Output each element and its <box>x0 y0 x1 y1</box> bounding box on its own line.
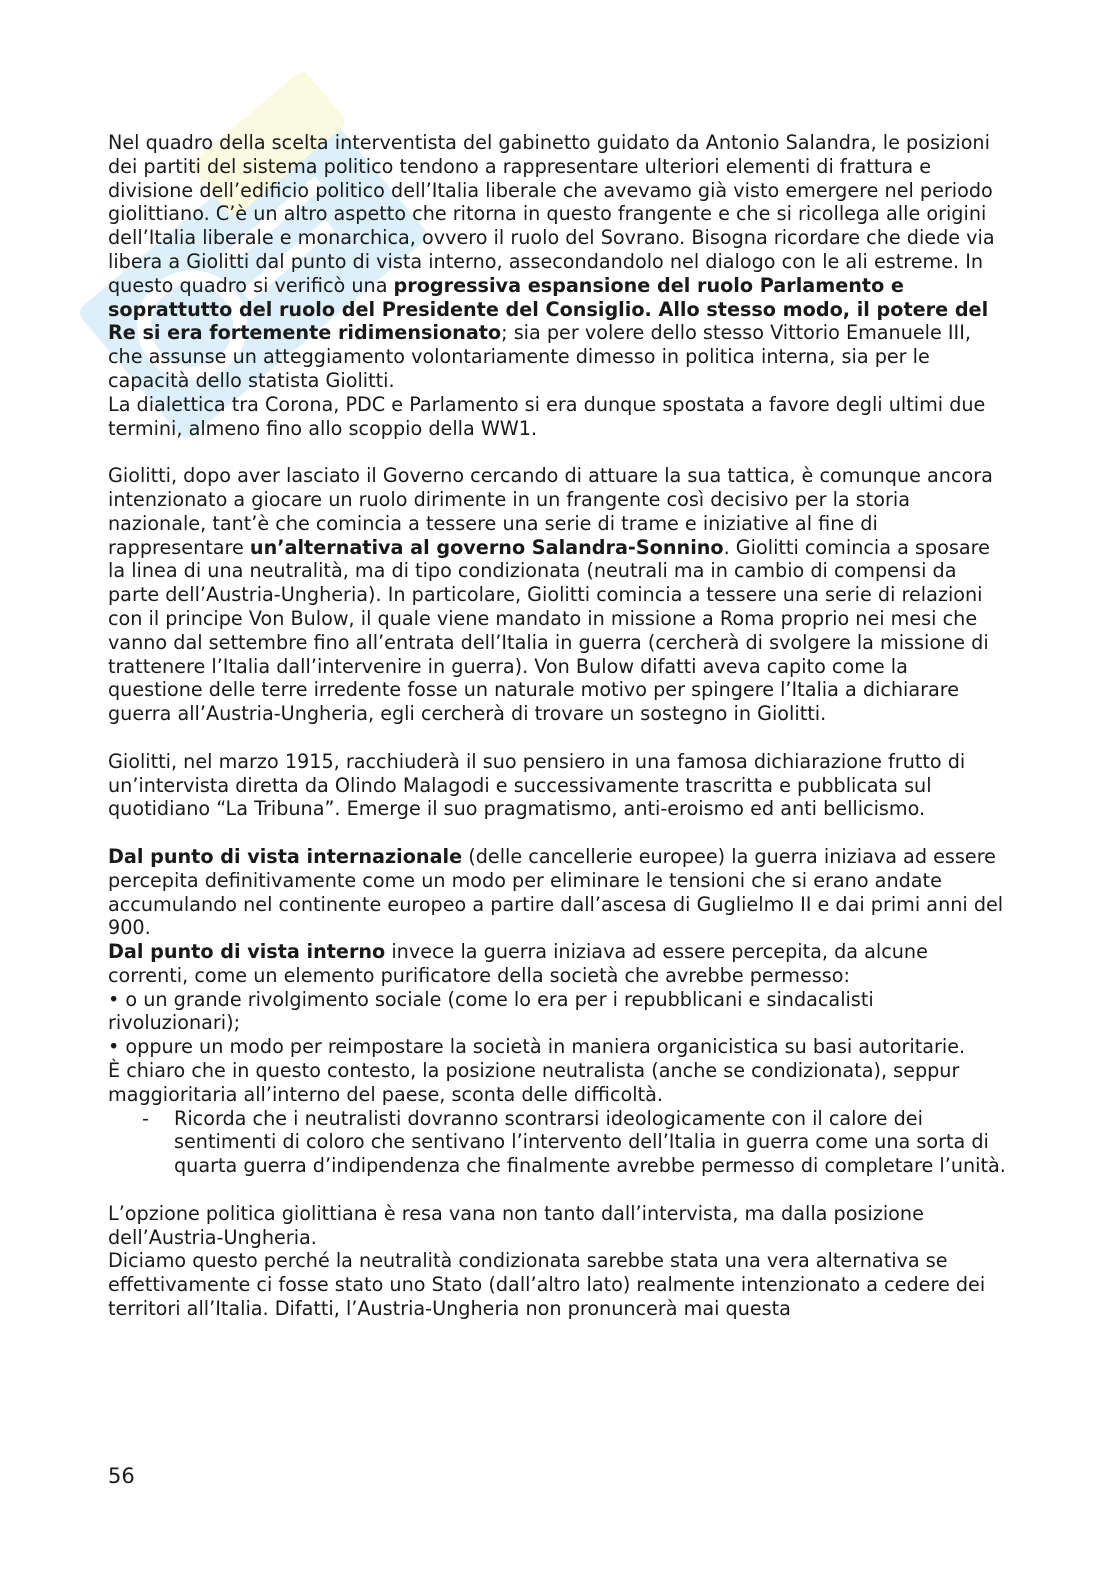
bold-text: Dal punto di vista interno <box>108 940 386 964</box>
dash-list-item: - Ricorda che i neutralisti dovranno scontrarsi ideologicamente con il calore dei sentimenti di coloro che sentivano l’intervento dell’Italia in guerra come una sorta di quarta guerra d’indipendenza che finalmente avrebbe permesso di completare l’unità. <box>142 1106 1006 1178</box>
bullet-item: • oppure un modo per reimpostare la società in maniera organicistica su basi autoritarie. <box>108 1035 966 1059</box>
dash-marker: - <box>142 1106 149 1130</box>
paragraph-3: Giolitti, dopo aver lasciato il Governo cercando di attuare la sua tattica, è comunque ancora intenzionato a giocare un ruolo dirimente in un frangente così decisivo per la storia nazionale, tant’è che comincia a tessere una serie di trame e iniziative al fine di rappresentare un’alternativa al governo Salandra-Sonnino. Giolitti comincia a sposare la linea di una neutralità, ma di tipo condizionata (neutrali ma in cambio di compensi da parte dell’Austria-Ungheria). In particolare, Giolitti comincia a tessere una serie di relazioni con il principe Von Bulow, il quale viene mandato in missione a Roma proprio nei mesi che vanno dal settembre fino all’entrata dell’Italia in guerra (cercherà di svolgere la missione di trattenere l’Italia dall’intervenire in guerra). Von Bulow difatti aveva capito come la questione delle terre irredente fosse un naturale motivo per spingere l’Italia a dichiarare guerra all’Austria-Ungheria, egli cercherà di trovare un sostegno in Giolitti. <box>108 464 993 726</box>
paragraph-7: È chiaro che in questo contesto, la posizione neutralista (anche se condizionata), seppur maggioritaria all’interno del paese, sconta delle difficoltà. <box>108 1059 960 1106</box>
paragraph-1: Nel quadro della scelta interventista del gabinetto guidato da Antonio Salandra, le posizioni dei partiti del sistema politico tendono a rappresentare ulteriori elementi di frattura e divisione dell’edificio politico dell’Italia liberale che avevamo già visto emergere nel periodo giolittiano. C’è un altro aspetto che ritorna in questo frangente e che si ricollega alle origini dell’Italia liberale e monarchica, ovvero il ruolo del Sovrano. Bisogna ricordare che diede via libera a Giolitti dal punto di vista interno, assecondandolo nel dialogo con le ali estreme. In questo quadro si verificò una progressiva espansione del ruolo Parlamento e soprattutto del ruolo del Presidente del Consiglio. Allo stesso modo, il potere del Re si era fortemente ridimensionato; sia per volere dello stesso Vittorio Emanuele III, che assunse un atteggiamento volontariamente dimesso in politica interna, sia per le capacità dello statista Giolitti. <box>108 131 995 392</box>
page-number: 56 <box>108 1464 135 1488</box>
paragraph-2: La dialettica tra Corona, PDC e Parlamento si era dunque spostata a favore degli ultimi due termini, almeno fino allo scoppio della WW1. <box>108 392 986 440</box>
bullet-item: • o un grande rivolgimento sociale (come lo era per i repubblicani e sindacalisti rivoluzionari); <box>108 987 874 1035</box>
bold-text: progressiva espansione del ruolo Parlamento e soprattutto del ruolo del Presidente del Consiglio. Allo stesso modo, il potere del Re si era fortemente ridimensionato <box>108 273 989 345</box>
paragraph-9: Diciamo questo perché la neutralità condizionata sarebbe stata una vera alternativa se effettivamente ci fosse stato uno Stato (dall’altro lato) realmente intenzionato a cedere dei territori all’Italia. Difatti, l’Austria-Ungheria non pronuncerà mai questa <box>108 1249 986 1321</box>
paragraph-4: Giolitti, nel marzo 1915, racchiuderà il suo pensiero in una famosa dichiarazione frutto di un’intervista diretta da Olindo Malagodi e successivamente trascritta e pubblicata sul quotidiano “La Tribuna”. Emerge il suo pragmatismo, anti-eroismo ed anti bellicismo. <box>108 749 966 821</box>
bold-text: Dal punto di vista internazionale <box>108 844 463 868</box>
document-body <box>108 131 1008 1321</box>
paragraph-8: L’opzione politica giolittiana è resa vana non tanto dall’intervista, ma dalla posizione dell’Austria-Ungheria. <box>108 1201 924 1249</box>
paragraph-5: Dal punto di vista internazionale (delle cancellerie europee) la guerra iniziava ad essere percepita definitivamente come un modo per eliminare le tensioni che si erano andate accumulando nel continente europeo a partire dall’ascesa di Guglielmo II e dai primi anni del 900. <box>108 844 1004 940</box>
paragraph-6: Dal punto di vista interno invece la guerra iniziava ad essere percepita, da alcune correnti, come un elemento purificatore della società che avrebbe permesso: <box>108 940 928 987</box>
bold-text: un’alternativa al governo Salandra-Sonnino <box>249 535 724 559</box>
